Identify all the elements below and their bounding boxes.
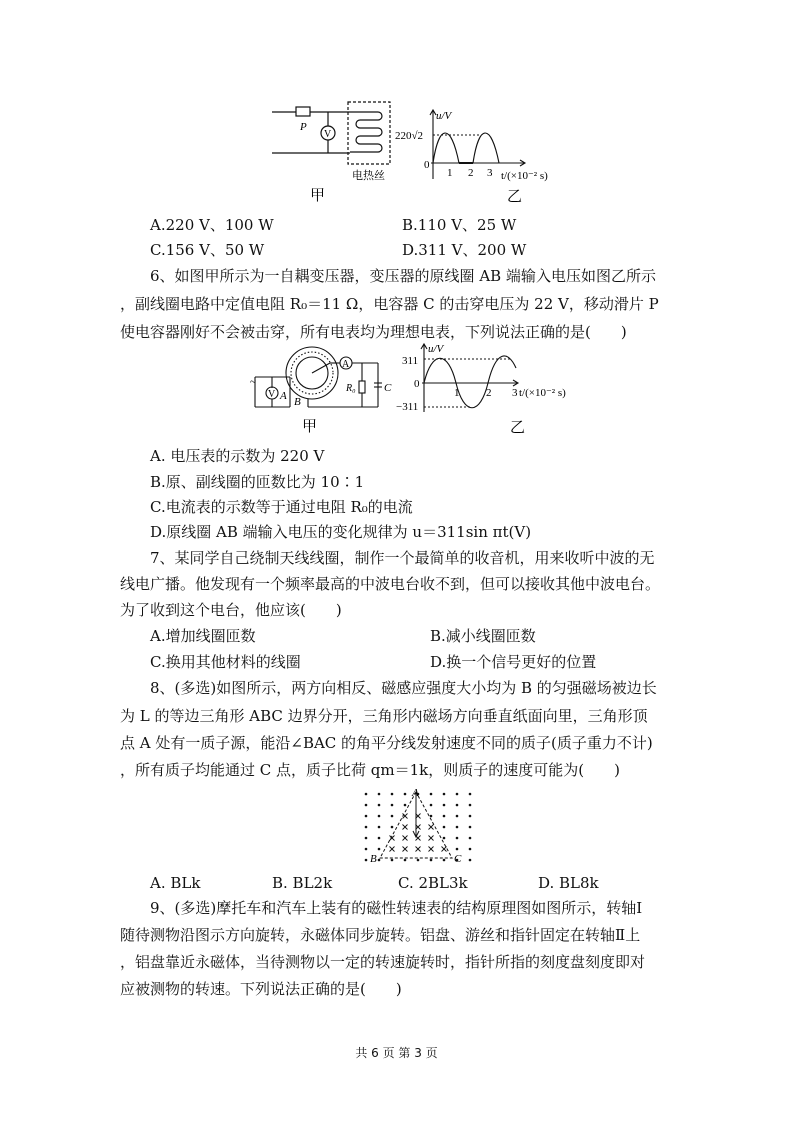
field-out-of-page-dot [456, 826, 459, 829]
label-vertex-b: B [370, 853, 377, 865]
figure-q8-magnetic-field [358, 786, 478, 868]
field-out-of-page-dot [391, 793, 394, 796]
figure-q5-graph [395, 105, 570, 205]
y-axis-label: u/V [428, 343, 444, 355]
q6-option-d: D.原线圈 AB 端输入电压的变化规律为 u＝311sin πt(V) [150, 523, 532, 541]
field-out-of-page-dot [469, 859, 472, 862]
q9-line-3: ，铝盘靠近永磁体，当待测物以一定的转速旋转时，指针所指的刻度盘刻度即对 [120, 953, 646, 971]
field-out-of-page-dot [378, 793, 381, 796]
q5-option-a: A.220 V、100 W [150, 216, 274, 234]
caption-right: 乙 [507, 189, 523, 205]
field-out-of-page-dot [443, 793, 446, 796]
field-out-of-page-dot [456, 793, 459, 796]
field-out-of-page-dot [430, 815, 433, 818]
q6-line-1: 6、如图甲所示为一自耦变压器，变压器的原线圈 AB 端输入电压如图乙所示 [150, 267, 656, 285]
caption-left: 甲 [302, 419, 318, 435]
q9-line-4: 应被测物的转速。下列说法正确的是( ) [120, 980, 402, 998]
q8-option-a: A. BLk [150, 874, 201, 892]
q7-option-c: C.换用其他材料的线圈 [150, 653, 301, 671]
field-out-of-page-dot [443, 826, 446, 829]
field-out-of-page-dot [391, 859, 394, 862]
q7-line-3: 为了收到这个电台，他应该( ) [120, 601, 342, 619]
q6-line-3: 使电容器刚好不会被击穿，所有电表均为理想电表，下列说法正确的是( ) [120, 323, 627, 341]
field-out-of-page-dot [378, 815, 381, 818]
field-out-of-page-dot [456, 804, 459, 807]
label-voltmeter: V [324, 129, 332, 140]
field-out-of-page-dot [469, 815, 472, 818]
q6-line-2: ，副线圈电路中定值电阻 R₀＝11 Ω，电容器 C 的击穿电压为 22 V，移动滑片 P [120, 295, 659, 313]
q9-line-1: 9、(多选)摩托车和汽车上装有的磁性转速表的结构原理图如图所示，转轴Ⅰ [150, 899, 643, 917]
y-axis-label: u/V [436, 110, 452, 122]
y-min-label: −311 [396, 401, 419, 413]
field-out-of-page-dot [391, 804, 394, 807]
x-tick-2: 2 [468, 167, 474, 179]
q7-line-1: 7、某同学自己绕制天线线圈，制作一个最简单的收音机，用来收听中波的无 [150, 549, 655, 567]
field-out-of-page-dot [417, 859, 420, 862]
label-capacitor: C [384, 382, 392, 394]
field-out-of-page-dot [469, 826, 472, 829]
field-out-of-page-dot [469, 793, 472, 796]
label-b-terminal: B [294, 396, 301, 408]
field-out-of-page-dot [365, 848, 368, 851]
x-tick-1: 1 [454, 387, 460, 399]
x-tick-2: 2 [486, 387, 492, 399]
field-out-of-page-dot [456, 815, 459, 818]
field-out-of-page-dot [378, 859, 381, 862]
field-out-of-page-dot [443, 815, 446, 818]
q6-option-b: B.原、副线圈的匝数比为 10∶1 [150, 473, 365, 491]
label-r0: R₀ [346, 383, 356, 394]
q6-option-a: A. 电压表的示数为 220 V [150, 447, 325, 465]
field-out-of-page-dot [430, 793, 433, 796]
field-out-of-page-dot [469, 848, 472, 851]
x-tick-3: 3 [487, 167, 493, 179]
x-axis-label: t/(×10⁻² s) [501, 170, 548, 182]
field-out-of-page-dot [365, 837, 368, 840]
origin-label: 0 [424, 159, 430, 171]
caption-right: 乙 [510, 420, 526, 436]
y-value-label: 220√2 [395, 130, 424, 142]
q8-line-2: 为 L 的等边三角形 ABC 边界分开，三角形内磁场方向垂直纸面向里，三角形顶 [120, 707, 648, 725]
label-tilde: ~ [250, 376, 256, 388]
label-a-terminal: A [280, 390, 287, 402]
label-vertex-a: A [412, 787, 419, 799]
field-out-of-page-dot [365, 815, 368, 818]
q5-option-d: D.311 V、200 W [402, 241, 527, 259]
field-out-of-page-dot [378, 826, 381, 829]
q8-option-d: D. BL8k [538, 874, 599, 892]
q8-line-3: 点 A 处有一质子源，能沿∠BAC 的角平分线发射速度不同的质子(质子重力不计) [120, 734, 653, 752]
x-axis-label: t/(×10⁻² s) [519, 387, 566, 399]
label-voltmeter: V [268, 389, 276, 400]
q5-option-b: B.110 V、25 W [402, 216, 517, 234]
field-out-of-page-dot [391, 815, 394, 818]
field-out-of-page-dot [443, 837, 446, 840]
field-out-of-page-dot [365, 804, 368, 807]
field-out-of-page-dot [365, 793, 368, 796]
figure-q6-graph [378, 340, 578, 438]
q8-line-4: ，所有质子均能通过 C 点，质子比荷 qm＝1k，则质子的速度可能为( ) [120, 761, 620, 779]
label-vertex-c: C [454, 853, 462, 865]
origin-label: 0 [414, 378, 420, 390]
field-out-of-page-dot [378, 848, 381, 851]
field-out-of-page-dot [456, 837, 459, 840]
q8-option-b: B. BL2k [272, 874, 333, 892]
page-footer: 共 6 页 第 3 页 [355, 1046, 438, 1060]
q7-option-d: D.换一个信号更好的位置 [430, 653, 597, 671]
field-out-of-page-dot [430, 804, 433, 807]
field-out-of-page-dot [443, 804, 446, 807]
field-out-of-page-dot [404, 804, 407, 807]
q5-option-c: C.156 V、50 W [150, 241, 265, 259]
q6-option-c: C.电流表的示数等于通过电阻 R₀的电流 [150, 498, 413, 516]
field-out-of-page-dot [443, 859, 446, 862]
q7-line-2: 线电广播。他发现有一个频率最高的中波电台收不到，但可以接收其他中波电台。 [120, 575, 661, 593]
label-ammeter: A [342, 359, 350, 370]
x-tick-1: 1 [447, 167, 453, 179]
field-out-of-page-dot [365, 859, 368, 862]
field-out-of-page-dot [365, 826, 368, 829]
field-out-of-page-dot [456, 848, 459, 851]
y-max-label: 311 [402, 355, 419, 367]
field-out-of-page-dot [378, 837, 381, 840]
x-tick-3: 3 [512, 387, 518, 399]
field-out-of-page-dot [404, 859, 407, 862]
field-out-of-page-dot [469, 837, 472, 840]
caption-left: 甲 [310, 188, 326, 204]
field-out-of-page-dot [430, 859, 433, 862]
field-out-of-page-dot [378, 804, 381, 807]
q7-option-b: B.减小线圈匝数 [430, 627, 536, 645]
q9-line-2: 随待测物沿图示方向旋转，永磁体同步旋转。铝盘、游丝和指针固定在转轴Ⅱ上 [120, 926, 641, 944]
q7-option-a: A.增加线圈匝数 [150, 627, 256, 645]
field-out-of-page-dot [469, 804, 472, 807]
q8-line-1: 8、(多选)如图所示，两方向相反、磁感应强度大小均为 B 的匀强磁场被边长 [150, 679, 657, 697]
field-out-of-page-dot [391, 826, 394, 829]
field-out-of-page-dot [404, 793, 407, 796]
label-p: P [300, 121, 307, 133]
label-heater: 电热丝 [352, 170, 385, 182]
q8-option-c: C. 2BL3k [398, 874, 468, 892]
